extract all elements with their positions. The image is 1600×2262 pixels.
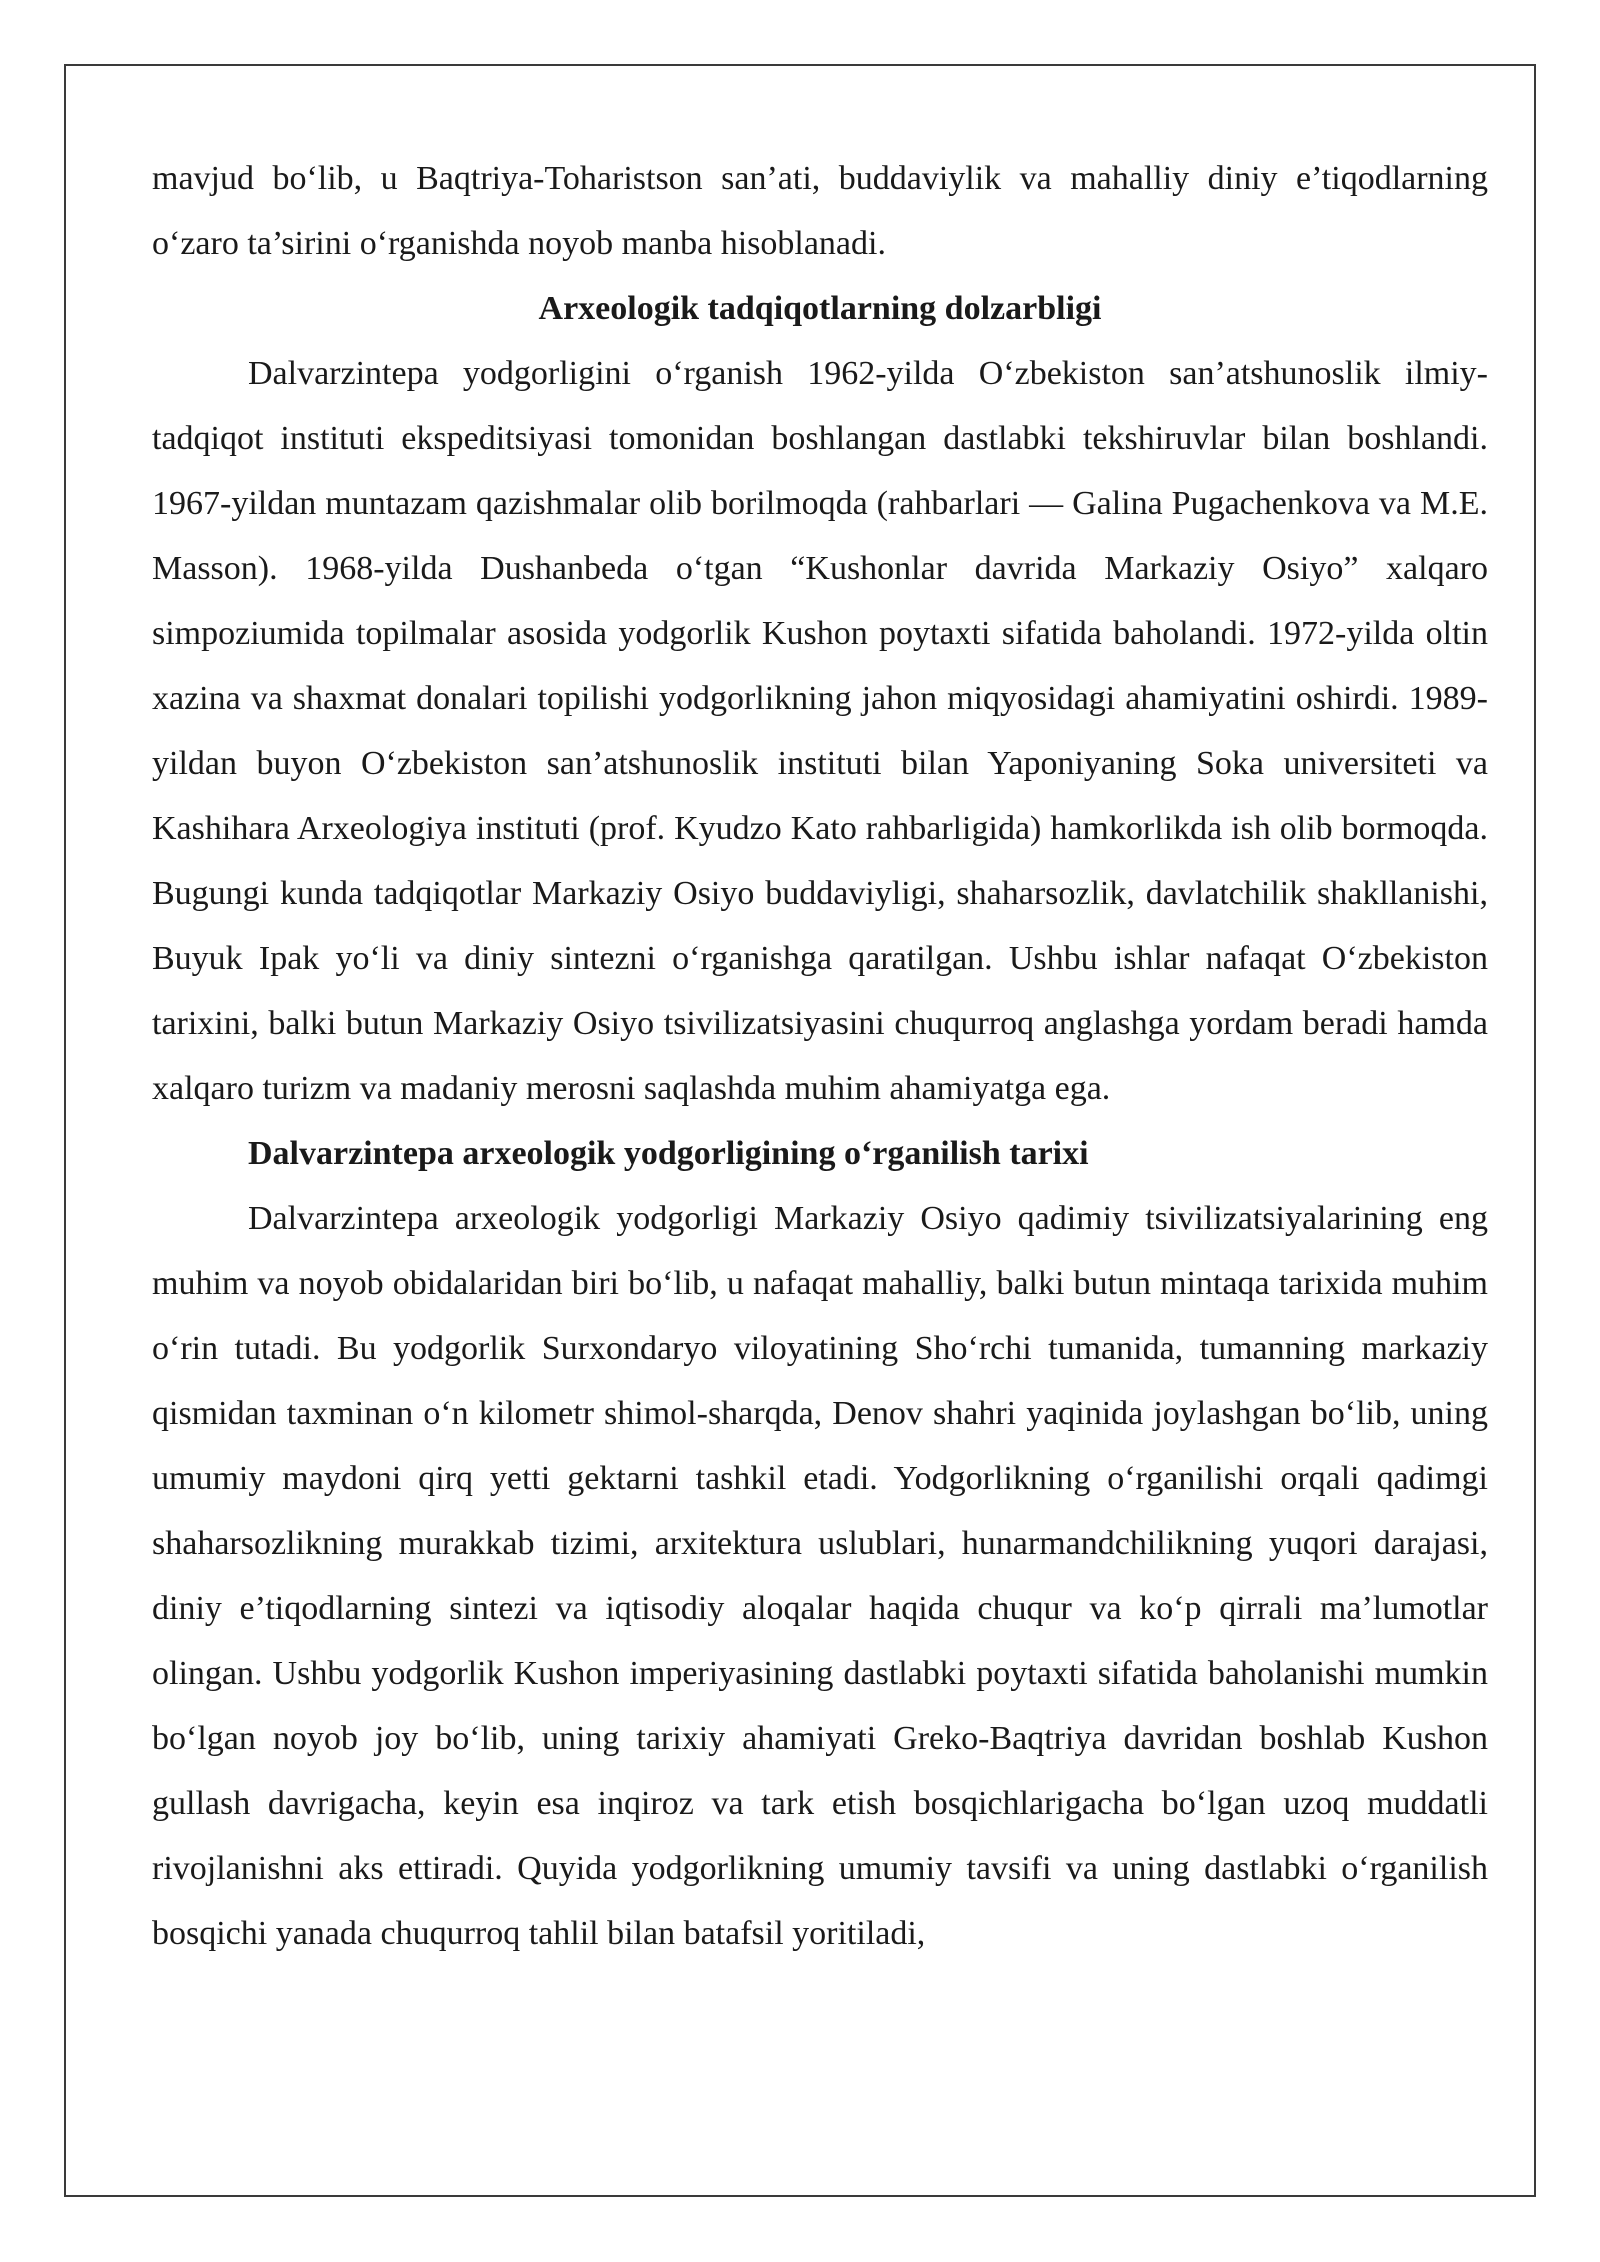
paragraph-site-description: Dalvarzintepa arxeologik yodgorligi Markaziy Osiyo qadimiy tsivilizatsiyalarining eng muhim va noyob obidalaridan biri bo‘lib, u nafaqat mahalliy, balki butun mintaqa tarixida muhim o‘rin tutadi. Bu yodgorlik Surxondaryo viloyatining Sho‘rchi tumanida, tumanning markaziy qismidan taxminan o‘n kilometr shimol-sharqda, Denov shahri yaqinida joylashgan bo‘lib, uning umumiy maydoni qirq yetti gektarni tashkil etadi. Yodgorlikning o‘rganilishi orqali qadimgi shaharsozlikning murakkab tizimi, arxitektura uslublari, hunarmandchilikning yuqori darajasi, diniy e’tiqodlarning sintezi va iqtisodiy aloqalar haqida chuqur va ko‘p qirrali ma’lumotlar olingan. Ushbu yodgorlik Kushon imperiyasining dastlabki poytaxti sifatida baholanishi mumkin bo‘lgan noyob joy bo‘lib, uning tarixiy ahamiyati Greko-Baqtriya davridan boshlab Kushon gullash davrigacha, keyin esa inqiroz va tark etish bosqichlarigacha bo‘lgan uzoq muddatli rivojlanishni aks ettiradi. Quyida yodgorlikning umumiy tavsifi va uning dastlabki o‘rganilish bosqichi yanada chuqurroq tahlil bilan batafsil yoritiladi, — [152, 1200, 1488, 1952]
paragraph-research-history: Dalvarzintepa yodgorligini o‘rganish 1962-yilda O‘zbekiston san’atshunoslik ilmiy-tadqiqot instituti ekspeditsiyasi tomonidan boshlangan dastlabki tekshiruvlar bilan boshlandi. 1967-yildan muntazam qazishmalar olib borilmoqda (rahbarlari — Galina Pugachenkova va M.E. Masson). 1968-yilda Dushanbeda o‘tgan “Kushonlar davrida Markaziy Osiyo” xalqaro simpoziumida topilmalar asosida yodgorlik Kushon poytaxti sifatida baholandi. 1972-yilda oltin xazina va shaxmat donalari topilishi yodgorlikning jahon miqyosidagi ahamiyatini oshirdi. 1989-yildan buyon O‘zbekiston san’atshunoslik instituti bilan Yaponiyaning Soka universiteti va Kashihara Arxeologiya instituti (prof. Kyudzo Kato rahbarligida) hamkorlikda ish olib bormoqda. Bugungi kunda tadqiqotlar Markaziy Osiyo buddaviyligi, shaharsozlik, davlatchilik shakllanishi, Buyuk Ipak yo‘li va diniy sintezni o‘rganishga qaratilgan. Ushbu ishlar nafaqat O‘zbekiston tarixini, balki butun Markaziy Osiyo tsivilizatsiyasini chuqurroq anglashga yordam beradi hamda xalqaro turizm va madaniy merosni saqlashda muhim ahamiyatga ega. — [152, 355, 1488, 1107]
document-body — [152, 146, 1488, 1966]
section-heading-study-history: Dalvarzintepa arxeologik yodgorligining o‘rganilish tarixi — [248, 1135, 1089, 1172]
section-heading-relevance: Arxeologik tadqiqotlarning dolzarbligi — [538, 290, 1102, 327]
paragraph-continuation: mavjud bo‘lib, u Baqtriya-Toharistson san’ati, buddaviylik va mahalliy diniy e’tiqodlarning o‘zaro ta’sirini o‘rganishda noyob manba hisoblanadi. — [152, 160, 1488, 262]
